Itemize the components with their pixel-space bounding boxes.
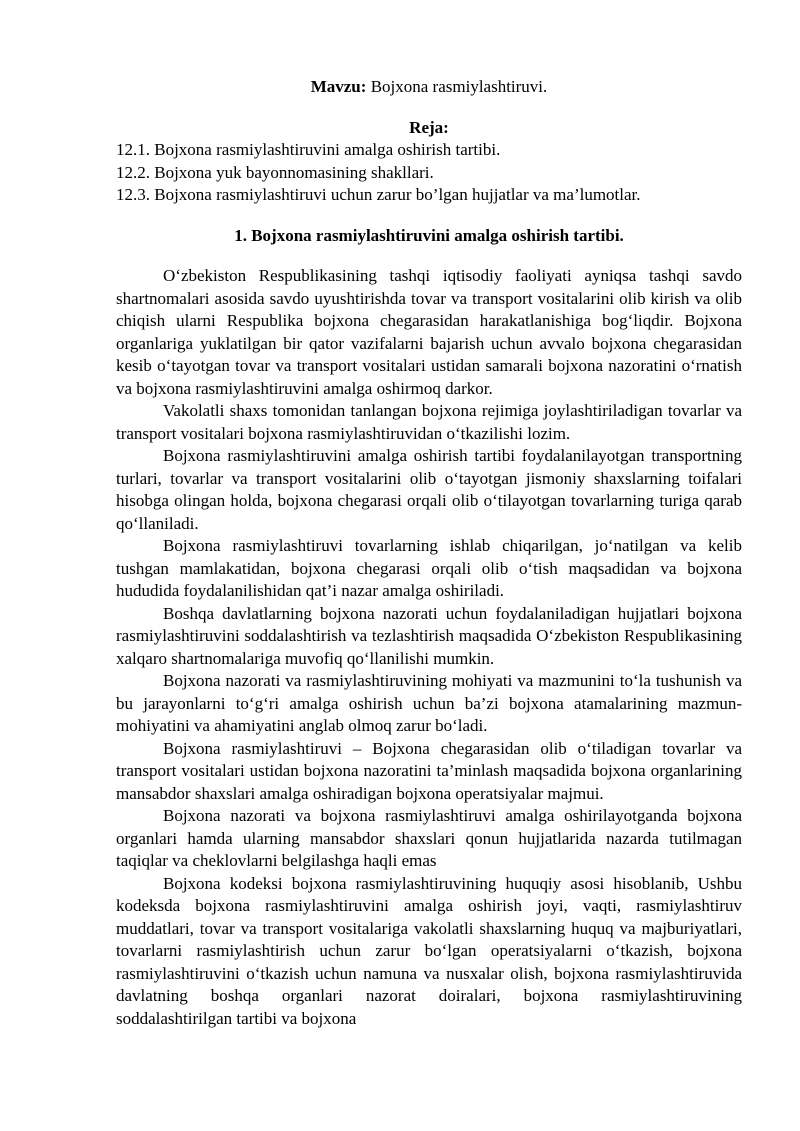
- paragraph: Bojxona kodeksi bojxona rasmiylashtiruvining huquqiy asosi hisoblanib, Ushbu kodeksda bojxona rasmiylashtiruvini amalga oshirish joyi, vaqti, rasmiylashtiruv muddatlari, tovar va transport vositalariga vakolatli shaxslarning huquq va majburiyatlari, tovarlarni rasmiylashtirish uchun zarur bo‘lgan operatsiyalarni o‘tkazish, bojxona rasmiylashtiruvini o‘tkazish uchun namuna va nusxalar olish, bojxona rasmiylashtiruvida davlatning boshqa organlari nazorat doiralari, bojxona rasmiylashtiruvining soddalashtirilgan tartibi va bojxona: [116, 873, 742, 1028]
- paragraph: Vakolatli shaxs tomonidan tanlangan bojxona rejimiga joylashtiriladigan tovarlar va transport vositalari bojxona rasmiylashtiruvidan o‘tkazilishi lozim.: [116, 401, 742, 443]
- paragraph: Bojxona rasmiylashtiruvi tovarlarning ishlab chiqarilgan, jo‘natilgan va kelib tushgan mamlakatidan, bojxona chegarasi orqali olib o‘tish maqsadidan va bojxona hududida foydalanilishidan qat’i nazar amalga oshiriladi.: [116, 536, 742, 600]
- document-page: [116, 76, 742, 1030]
- plan-item: 12.2. Bojxona yuk bayonnomasining shakllari.: [116, 162, 434, 182]
- body-text: [116, 265, 742, 1030]
- paragraph: Bojxona rasmiylashtiruvini amalga oshirish tartibi foydalanilayotgan transportning turlari, tovarlar va transport vositalarini olib o‘tayotgan jismoniy shaxslarning toifalari hisobga olingan holda, bojxona chegarasi orqali olib o‘tilayotgan tovarlarning turiga qarab qo‘llaniladi.: [116, 446, 742, 533]
- paragraph: Bojxona nazorati va bojxona rasmiylashtiruvi amalga oshirilayotganda bojxona organlari hamda ularning mansabdor shaxslari qonun hujjatlarida nazarda tutilmagan taqiqlar va cheklovlarni belgilashga haqli emas: [116, 806, 742, 870]
- plan-item: 12.1. Bojxona rasmiylashtiruvini amalga oshirish tartibi.: [116, 140, 501, 159]
- plan-list: [116, 139, 742, 207]
- paragraph: Bojxona rasmiylashtiruvi – Bojxona chegarasidan olib o‘tiladigan tovarlar va transport vositalari ustidan bojxona nazoratini ta’minlash maqsadida bojxona organlarining mansabdor shaxslari amalga oshiradigan bojxona operatsiyalar majmui.: [116, 738, 742, 803]
- plan-heading: Reja:: [409, 117, 449, 137]
- plan-item: 12.3. Bojxona rasmiylashtiruvi uchun zarur bo’lgan hujjatlar va ma’lumotlar.: [116, 185, 641, 204]
- title-label: Mavzu:: [310, 77, 367, 96]
- document-title: [116, 76, 742, 99]
- section-heading: 1. Bojxona rasmiylashtiruvini amalga oshirish tartibi.: [234, 225, 624, 245]
- paragraph: O‘zbekiston Respublikasining tashqi iqtisodiy faoliyati ayniqsa tashqi savdo shartnomalari asosida savdo uyushtirishda tovar va transport vositalarini olib kirish va olib chiqish ularni Respublika bojxona chegarasidan harakatlanishiga bog‘liqdir. Bojxona organlariga yuklatilgan bir qator vazifalarni bajarish uchun avvalo bojxona chegarasidan kesib o‘tayotgan tovar va transport vositalari ustidan samarali bojxona nazoratini o‘rnatish va bojxona rasmiylashtiruvini amalga oshirmoq darkor.: [116, 266, 742, 398]
- title-text: Bojxona rasmiylashtiruvi.: [366, 77, 548, 96]
- paragraph: Boshqa davlatlarning bojxona nazorati uchun foydalaniladigan hujjatlari bojxona rasmiylashtiruvini soddalashtirish va tezlashtirish maqsadida O‘zbekiston Respublikasining xalqaro shartnomalariga muvofiq qo‘llanilishi mumkin.: [116, 603, 742, 668]
- paragraph: Bojxona nazorati va rasmiylashtiruvining mohiyati va mazmunini to‘la tushunish va bu jarayonlarni to‘g‘ri amalga oshirish uchun ba’zi bojxona atamalarining mazmun-mohiyatini va ahamiyatini anglab olmoq zarur bo‘ladi.: [116, 671, 742, 735]
